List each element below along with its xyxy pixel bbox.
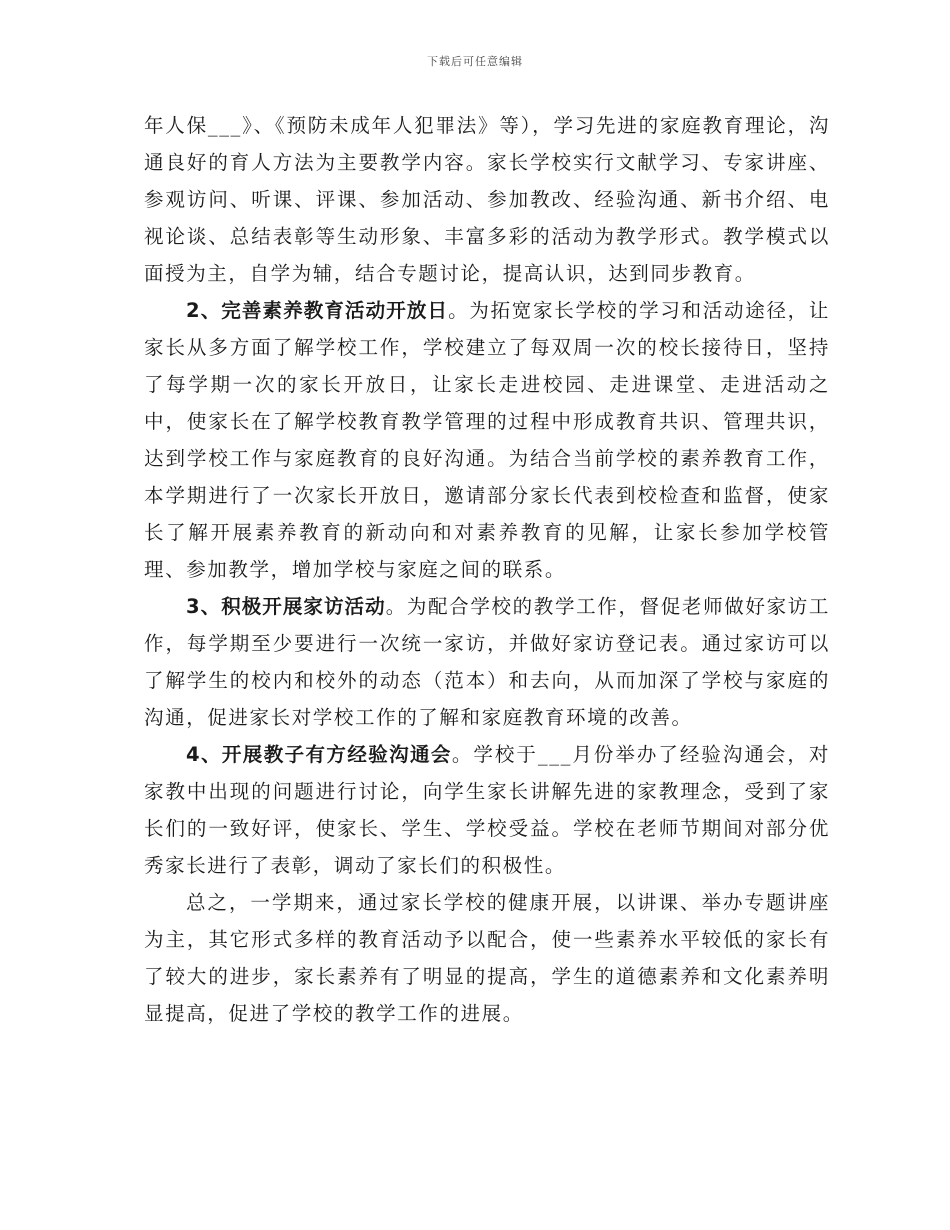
paragraph-text: 总之，一学期来，通过家长学校的健康开展，以讲课、举办专题讲座为主，其它形式多样的教育活动予以配合，使一些素养水平较低的家长有了较大的进步，家长素养有了明显的提高，学生的道德素养和文化素养明显提高，促进了学校的教学工作的进展。 — [144, 891, 830, 1025]
section-heading-home-visits: 3、积极开展家访活动 — [186, 595, 386, 618]
paragraph-experience-meeting — [144, 736, 830, 884]
paragraph-text: 。为配合学校的教学工作，督促老师做好家访工作，每学期至少要进行一次统一家访，并做好家访登记表。通过家访可以了解学生的校内和校外的动态（范本）和去向，从而加深了学校与家庭的沟通，促进家长对学校工作的了解和家庭教育环境的改善。 — [144, 595, 830, 729]
document-body — [144, 107, 830, 1032]
paragraph-intro-continuation — [144, 107, 830, 292]
section-heading-experience-meeting: 4、开展教子有方经验沟通会 — [186, 743, 452, 766]
paragraph-text: 。为拓宽家长学校的学习和活动途径，让家长从多方面了解学校工作，学校建立了每双周一次的校长接待日，坚持了每学期一次的家长开放日，让家长走进校园、走进课堂、走进活动之中，使家长在了解学校教育教学管理的过程中形成教育共识、管理共识，达到学校工作与家庭教育的良好沟通。为结合当前学校的素养教育工作，本学期进行了一次家长开放日，邀请部分家长代表到校检查和监督，使家长了解开展素养教育的新动向和对素养教育的见解，让家长参加学校管理、参加教学，增加学校与家庭之间的联系。 — [144, 299, 830, 581]
paragraph-summary — [144, 884, 830, 1032]
paragraph-home-visits — [144, 588, 830, 736]
page-header: 下载后可任意编辑 — [427, 55, 523, 68]
section-heading-open-day: 2、完善素养教育活动开放日 — [186, 299, 449, 322]
paragraph-text: 。学校于___月份举办了经验沟通会，对家教中出现的问题进行讨论，向学生家长讲解先进的家教理念，受到了家长们的一致好评，使家长、学生、学校受益。学校在老师节期间对部分优秀家长进行了表彰，调动了家长们的积极性。 — [144, 743, 830, 877]
paragraph-text: 年人保___》、《预防未成年人犯罪法》等），学习先进的家庭教育理论，沟通良好的育人方法为主要教学内容。家长学校实行文献学习、专家讲座、参观访问、听课、评课、参加活动、参加教改、经验沟通、新书介绍、电视论谈、总结表彰等生动形象、丰富多彩的活动为教学形式。教学模式以面授为主，自学为辅，结合专题讨论，提高认识，达到同步教育。 — [144, 114, 830, 285]
paragraph-open-day — [144, 292, 830, 588]
